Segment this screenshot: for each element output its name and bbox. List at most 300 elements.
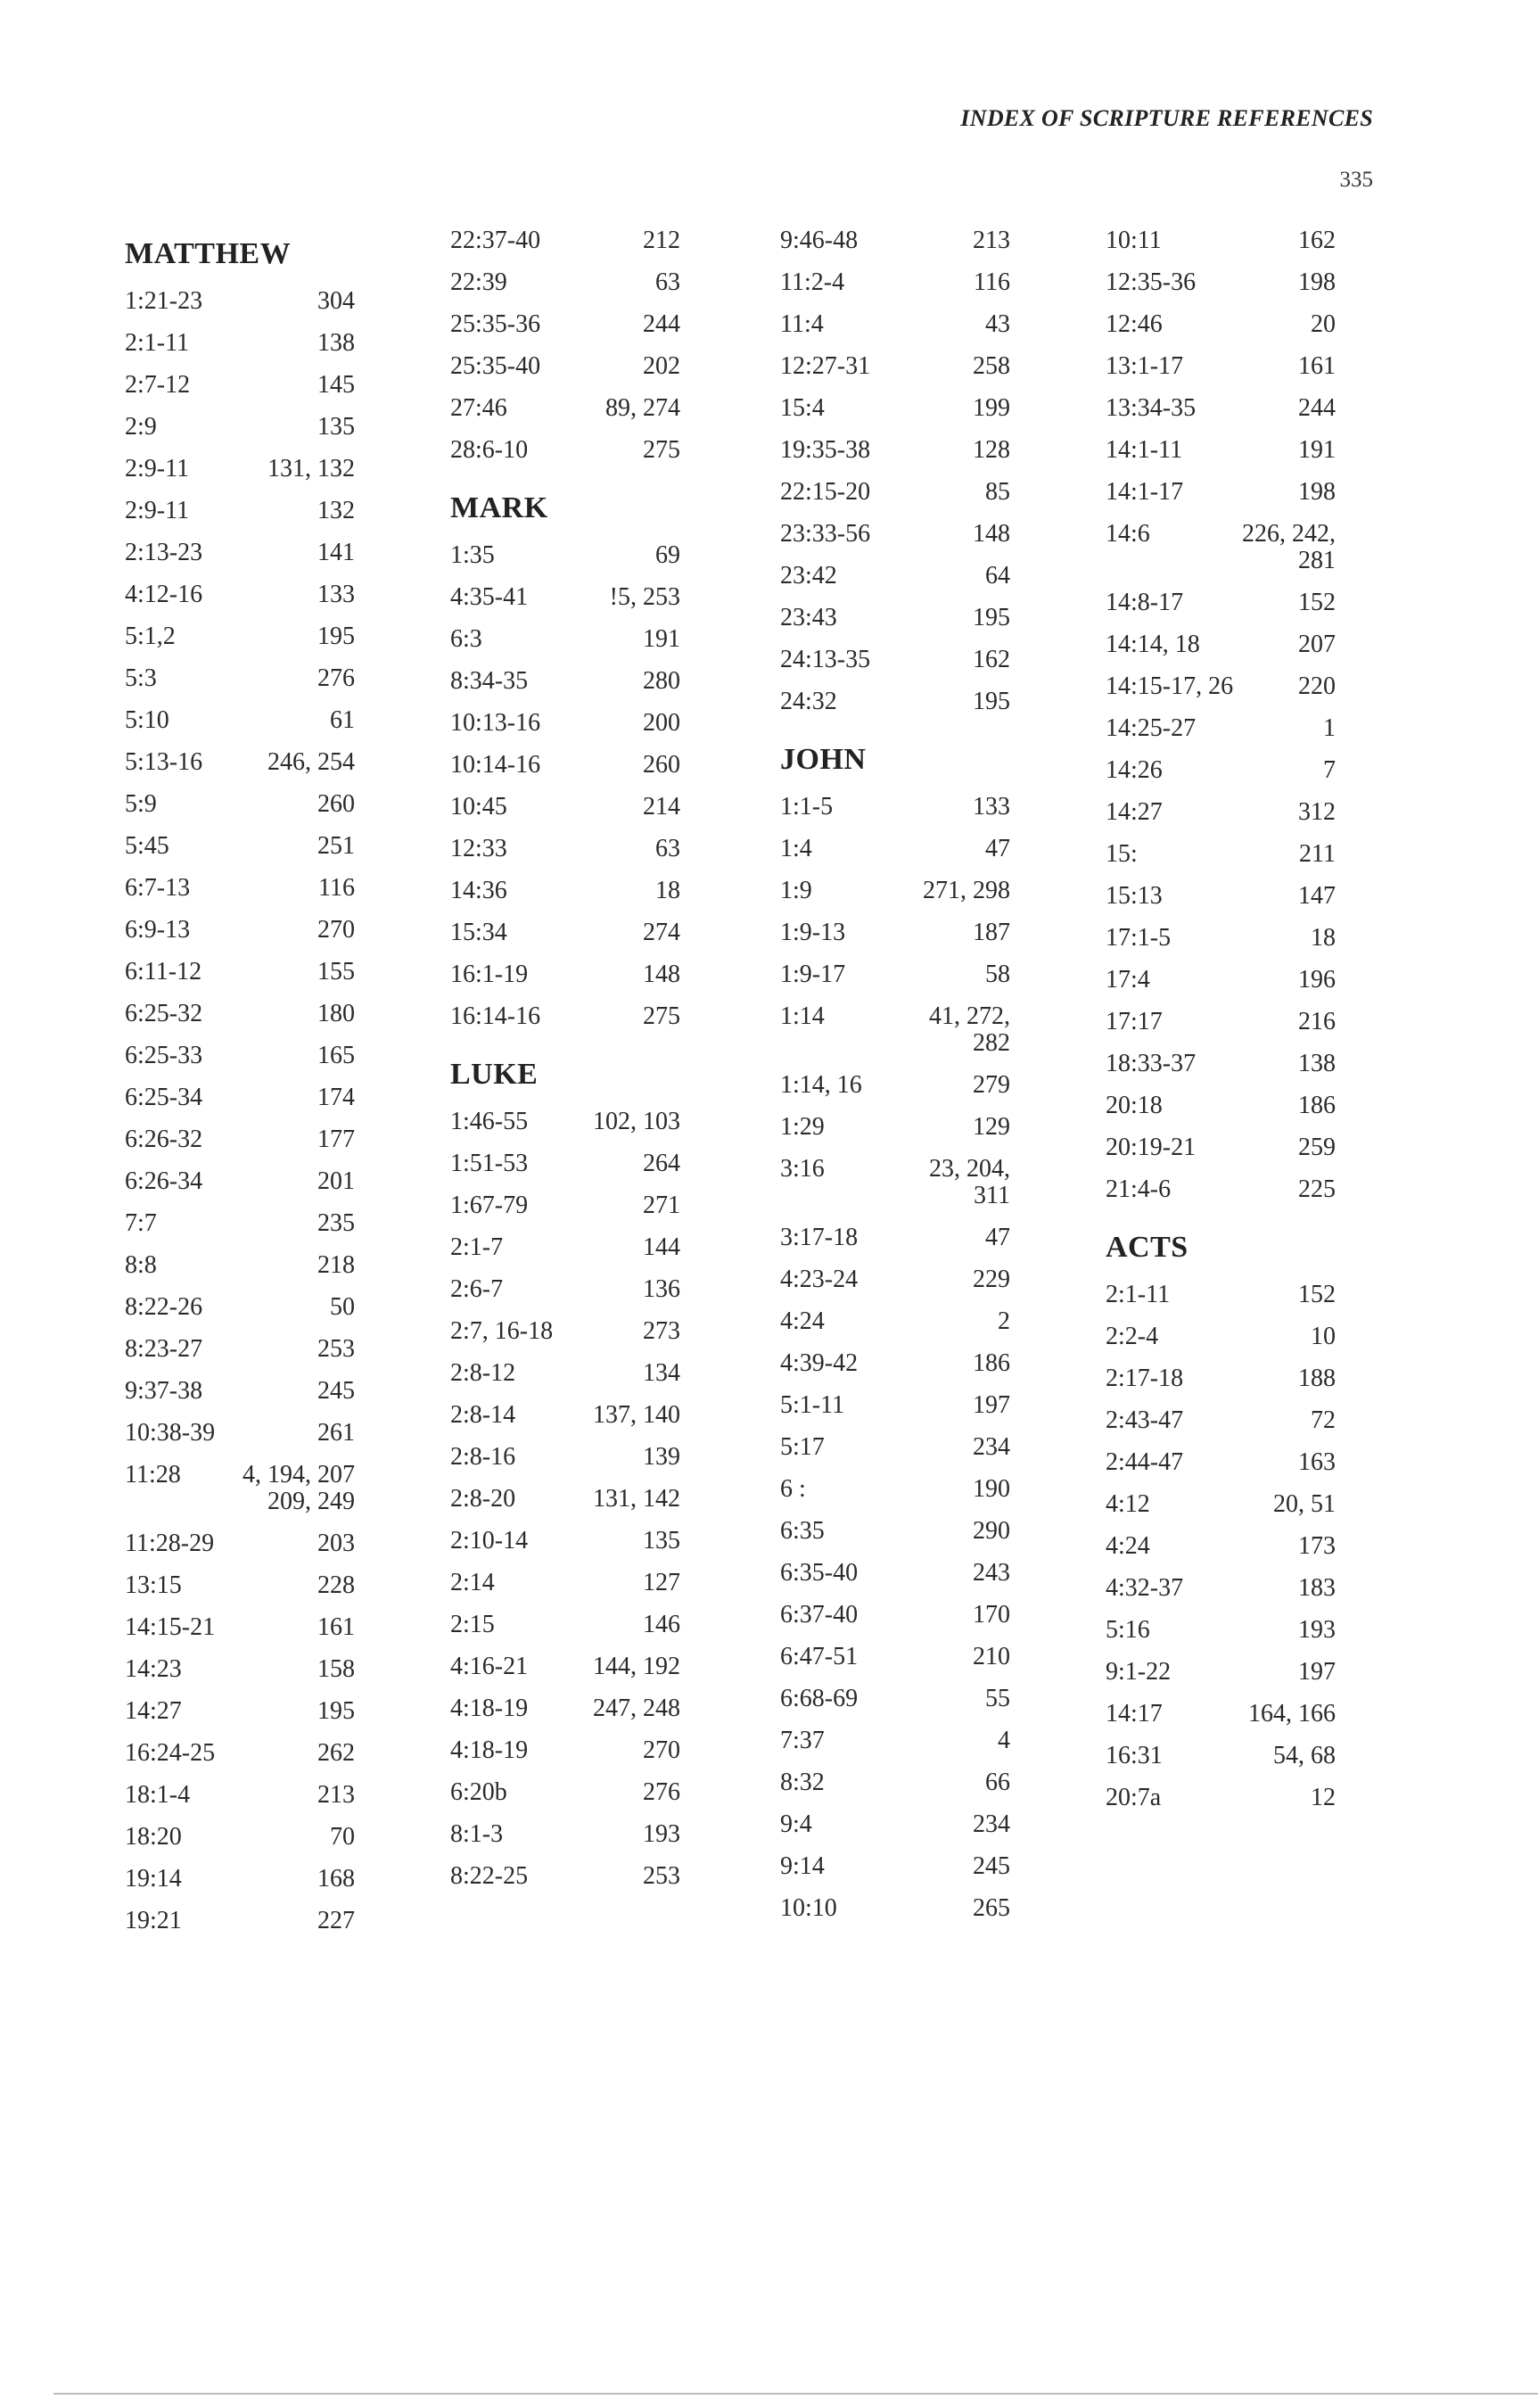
index-entry <box>450 1570 680 1596</box>
page-references: 177 <box>317 1126 355 1153</box>
index-entry <box>1106 1701 1336 1728</box>
index-entry <box>450 353 680 380</box>
index-entry <box>450 1737 680 1764</box>
page-references: 191 <box>1298 436 1336 464</box>
page-references: 136 <box>643 1275 680 1303</box>
book-heading: MARK <box>450 491 548 524</box>
page-references: 20, 51 <box>1273 1490 1336 1518</box>
index-entry <box>780 1156 1010 1209</box>
scripture-reference: 5:1,2 <box>125 623 176 650</box>
index-entry <box>450 1528 680 1554</box>
scripture-reference: 5:17 <box>780 1433 825 1461</box>
scripture-reference: 12:46 <box>1106 310 1163 338</box>
page-references: 210 <box>973 1643 1010 1670</box>
index-entry <box>1106 1785 1336 1811</box>
scripture-reference: 8:23-27 <box>125 1335 203 1363</box>
page-references: 195 <box>317 623 355 650</box>
page-references: 58 <box>985 961 1010 988</box>
scripture-reference: 2:9-11 <box>125 455 190 482</box>
index-entry <box>780 1003 1010 1057</box>
scripture-reference: 6:9-13 <box>125 916 191 944</box>
index-entry <box>125 1294 355 1321</box>
index-entry <box>780 1266 1010 1293</box>
page-references: 228 <box>317 1571 355 1599</box>
page-references: 203 <box>317 1530 355 1557</box>
index-entry <box>780 521 1010 548</box>
scripture-reference: 19:21 <box>125 1907 182 1934</box>
index-entry <box>450 1360 680 1387</box>
scripture-reference: 1:9 <box>780 877 812 904</box>
scripture-reference: 14:6 <box>1106 520 1150 548</box>
page-references: 164, 166 <box>1248 1700 1336 1728</box>
index-entry <box>1106 1365 1336 1392</box>
scripture-reference: 23:33-56 <box>780 520 871 548</box>
page-references: 162 <box>973 646 1010 673</box>
index-entry <box>1106 269 1336 296</box>
page-references: 54, 68 <box>1273 1742 1336 1769</box>
page-references: 20 <box>1311 310 1336 338</box>
page-references: 131, 132 <box>267 455 355 482</box>
index-entry <box>780 353 1010 380</box>
page-references: 50 <box>330 1293 355 1321</box>
scripture-reference: 24:32 <box>780 688 837 715</box>
index-entry <box>1106 673 1336 700</box>
scripture-reference: 2:17-18 <box>1106 1365 1184 1392</box>
page-references: 275 <box>643 1002 680 1030</box>
page-references: 144 <box>643 1233 680 1261</box>
page-references: 261 <box>317 1419 355 1447</box>
index-entry <box>1106 631 1336 658</box>
scripture-reference: 1:4 <box>780 835 812 862</box>
index-entry <box>450 1695 680 1722</box>
index-entry <box>125 1698 355 1725</box>
page-references: 198 <box>1298 478 1336 506</box>
page-references: 246, 254 <box>267 748 355 776</box>
page-references: 63 <box>655 268 680 296</box>
scripture-reference: 10:45 <box>450 793 507 821</box>
scripture-reference: 10:13-16 <box>450 709 541 737</box>
scripture-reference: 2:7, 16-18 <box>450 1317 554 1345</box>
page-references: 186 <box>1298 1092 1336 1119</box>
scripture-reference: 1:29 <box>780 1113 825 1141</box>
index-entry <box>780 563 1010 590</box>
index-entry <box>450 1150 680 1177</box>
scripture-reference: 22:15-20 <box>780 478 871 506</box>
page-number: 335 <box>1339 168 1373 192</box>
index-entry <box>780 1308 1010 1335</box>
scripture-reference: 14:36 <box>450 877 507 904</box>
index-entry <box>780 961 1010 988</box>
scripture-reference: 22:37-40 <box>450 227 541 254</box>
index-entry <box>450 794 680 821</box>
index-entry <box>1106 590 1336 616</box>
scripture-reference: 12:27-31 <box>780 352 871 380</box>
scripture-reference: 16:31 <box>1106 1742 1163 1769</box>
index-entry <box>780 919 1010 946</box>
page-references: 207 <box>1298 631 1336 658</box>
page-references: 199 <box>973 394 1010 422</box>
index-entry <box>450 668 680 695</box>
scripture-reference: 9:4 <box>780 1810 812 1838</box>
page-references: 216 <box>1298 1008 1336 1035</box>
scripture-reference: 2:8-14 <box>450 1401 516 1429</box>
scripture-reference: 14:1-11 <box>1106 436 1183 464</box>
scripture-reference: 1:46-55 <box>450 1108 529 1135</box>
page-references: 183 <box>1298 1574 1336 1602</box>
scripture-reference: 14:14, 18 <box>1106 631 1200 658</box>
page-references: 276 <box>643 1778 680 1806</box>
index-entry <box>1106 967 1336 994</box>
page-references: 144, 192 <box>593 1653 680 1680</box>
index-entry <box>780 1476 1010 1503</box>
index-entry <box>125 917 355 944</box>
scripture-reference: 20:18 <box>1106 1092 1163 1119</box>
index-section <box>780 227 1010 715</box>
index-entry <box>450 1821 680 1848</box>
scripture-reference: 23:42 <box>780 562 837 590</box>
scripture-reference: 2:9-11 <box>125 497 190 524</box>
scripture-reference: 14:25-27 <box>1106 714 1197 742</box>
index-entry <box>450 1486 680 1513</box>
index-entry <box>450 1318 680 1345</box>
index-entry <box>125 456 355 482</box>
index-entry <box>450 542 680 569</box>
scripture-reference: 1:67-79 <box>450 1192 529 1219</box>
index-section <box>125 236 355 1934</box>
scripture-reference: 6:25-32 <box>125 1000 203 1027</box>
index-entry <box>1106 1407 1336 1434</box>
scripture-reference: 10:38-39 <box>125 1419 216 1447</box>
index-entry <box>125 623 355 650</box>
scripture-reference: 15:4 <box>780 394 825 422</box>
page-references: 197 <box>1298 1658 1336 1686</box>
scripture-reference: 5:13-16 <box>125 748 203 776</box>
page-references: 47 <box>985 1224 1010 1251</box>
page-references: 193 <box>1298 1616 1336 1644</box>
scripture-reference: 14:23 <box>125 1655 182 1683</box>
index-entry <box>125 1824 355 1851</box>
index-entry <box>450 1653 680 1680</box>
index-entry <box>450 1612 680 1638</box>
page-references: 23, 204, 311 <box>929 1155 1010 1209</box>
scripture-reference: 9:46-48 <box>780 227 859 254</box>
index-entry <box>780 1728 1010 1754</box>
index-section <box>450 1057 680 1890</box>
scripture-reference: 4:24 <box>780 1307 825 1335</box>
page-references: !5, 253 <box>609 583 680 611</box>
index-entry <box>1106 1324 1336 1350</box>
page-references: 225 <box>1298 1175 1336 1203</box>
index-section <box>780 742 1010 1922</box>
scripture-reference: 6:20b <box>450 1778 507 1806</box>
scripture-reference: 4:18-19 <box>450 1736 529 1764</box>
index-entry <box>1106 521 1336 574</box>
page-references: 41, 272, 282 <box>929 1002 1010 1057</box>
scripture-reference: 2:7-12 <box>125 371 191 399</box>
page-references: 132 <box>317 497 355 524</box>
page-references: 163 <box>1298 1448 1336 1476</box>
index-entry <box>450 227 680 254</box>
page-references: 198 <box>1298 268 1336 296</box>
index-entry <box>450 1109 680 1135</box>
page-references: 147 <box>1298 882 1336 910</box>
index-entry <box>125 372 355 399</box>
page-references: 135 <box>317 413 355 441</box>
index-entry <box>450 437 680 464</box>
page-references: 187 <box>973 919 1010 946</box>
scripture-reference: 6:47-51 <box>780 1643 859 1670</box>
scripture-reference: 6:11-12 <box>125 958 202 985</box>
scripture-reference: 15:13 <box>1106 882 1163 910</box>
scripture-reference: 14:27 <box>125 1697 182 1725</box>
index-entry <box>125 749 355 776</box>
index-entry <box>1106 715 1336 742</box>
index-entry <box>1106 1743 1336 1769</box>
index-entry <box>1106 1575 1336 1602</box>
index-entry <box>780 269 1010 296</box>
scripture-reference: 2:8-20 <box>450 1485 516 1513</box>
scripture-reference: 6:35 <box>780 1517 825 1545</box>
index-entry <box>125 1126 355 1153</box>
index-entry <box>1106 1533 1336 1560</box>
index-entry <box>780 311 1010 338</box>
page-references: 173 <box>1298 1532 1336 1560</box>
index-entry <box>780 1602 1010 1629</box>
scripture-reference: 20:19-21 <box>1106 1134 1197 1161</box>
scripture-reference: 6 : <box>780 1475 806 1503</box>
page-references: 264 <box>643 1150 680 1177</box>
scripture-reference: 1:35 <box>450 541 495 569</box>
page-references: 270 <box>317 916 355 944</box>
scripture-reference: 4:23-24 <box>780 1266 859 1293</box>
page-references: 190 <box>973 1475 1010 1503</box>
page-references: 162 <box>1298 227 1336 254</box>
scripture-reference: 4:16-21 <box>450 1653 529 1680</box>
page-references: 168 <box>317 1865 355 1893</box>
index-entry <box>125 959 355 985</box>
page-references: 18 <box>1311 924 1336 952</box>
page-references: 218 <box>317 1251 355 1279</box>
index-entry <box>450 1003 680 1030</box>
scripture-reference: 9:14 <box>780 1852 825 1880</box>
page-references: 1 <box>1323 714 1336 742</box>
page-references: 10 <box>1311 1323 1336 1350</box>
index-entry <box>1106 227 1336 254</box>
page-references: 148 <box>643 961 680 988</box>
page-references: 260 <box>643 751 680 779</box>
index-entry <box>125 1656 355 1683</box>
scripture-reference: 3:17-18 <box>780 1224 859 1251</box>
index-entry <box>780 1644 1010 1670</box>
page-references: 64 <box>985 562 1010 590</box>
index-entry <box>450 1863 680 1890</box>
index-column-1 <box>125 227 355 1950</box>
page-references: 135 <box>643 1527 680 1554</box>
scripture-reference: 6:26-32 <box>125 1126 203 1153</box>
page-references: 2 <box>998 1307 1010 1335</box>
index-section <box>1106 1230 1336 1811</box>
page-references: 271 <box>643 1192 680 1219</box>
scripture-reference: 6:37-40 <box>780 1601 859 1629</box>
scripture-reference: 2:2-4 <box>1106 1323 1159 1350</box>
page-references: 234 <box>973 1433 1010 1461</box>
index-entry <box>450 269 680 296</box>
scripture-reference: 2:1-11 <box>1106 1281 1171 1308</box>
index-entry <box>450 752 680 779</box>
index-entry <box>125 833 355 860</box>
index-column-4 <box>1106 227 1336 1827</box>
index-entry <box>125 414 355 441</box>
scripture-reference: 27:46 <box>450 394 507 422</box>
page-references: 196 <box>1298 966 1336 994</box>
page-references: 141 <box>317 539 355 566</box>
index-entry <box>780 1686 1010 1712</box>
index-entry <box>125 1084 355 1111</box>
scripture-reference: 14:8-17 <box>1106 589 1184 616</box>
scripture-reference: 6:25-34 <box>125 1084 203 1111</box>
scripture-reference: 4:32-37 <box>1106 1574 1184 1602</box>
scripture-reference: 1:9-17 <box>780 961 846 988</box>
page-references: 312 <box>1298 798 1336 826</box>
index-entry <box>450 1234 680 1261</box>
page-references: 202 <box>643 352 680 380</box>
index-entry <box>1106 1051 1336 1077</box>
page-references: 145 <box>317 371 355 399</box>
scripture-reference: 7:7 <box>125 1209 157 1237</box>
index-entry <box>1106 311 1336 338</box>
scripture-reference: 14:26 <box>1106 756 1163 784</box>
index-entry <box>780 794 1010 821</box>
page-references: 213 <box>973 227 1010 254</box>
index-entry <box>1106 353 1336 380</box>
scripture-reference: 13:15 <box>125 1571 182 1599</box>
page-references: 138 <box>317 329 355 357</box>
scripture-reference: 19:35-38 <box>780 436 871 464</box>
page-references: 131, 142 <box>593 1485 680 1513</box>
index-entry <box>780 1350 1010 1377</box>
index-entry <box>1106 395 1336 422</box>
scripture-reference: 8:22-25 <box>450 1862 529 1890</box>
scripture-reference: 11:28-29 <box>125 1530 215 1557</box>
index-entry <box>1106 1659 1336 1686</box>
page-references: 220 <box>1298 672 1336 700</box>
scripture-reference: 22:39 <box>450 268 507 296</box>
index-entry <box>450 1192 680 1219</box>
index-entry <box>125 1614 355 1641</box>
book-heading: LUKE <box>450 1058 539 1091</box>
index-entry <box>780 1769 1010 1796</box>
page-references: 63 <box>655 835 680 862</box>
page-references: 43 <box>985 310 1010 338</box>
page-references: 279 <box>973 1071 1010 1099</box>
page-references: 7 <box>1323 756 1336 784</box>
index-entry <box>780 395 1010 422</box>
page-references: 127 <box>643 1569 680 1596</box>
index-entry <box>780 689 1010 715</box>
page-references: 276 <box>317 664 355 692</box>
page-references: 69 <box>655 541 680 569</box>
page-references: 165 <box>317 1042 355 1069</box>
scripture-reference: 9:1-22 <box>1106 1658 1172 1686</box>
index-entry <box>780 1518 1010 1545</box>
index-entry <box>780 1895 1010 1922</box>
index-entry <box>1106 1134 1336 1161</box>
scripture-reference: 14:27 <box>1106 798 1163 826</box>
index-entry <box>125 1001 355 1027</box>
index-entry <box>1106 757 1336 784</box>
scripture-reference: 18:20 <box>125 1823 182 1851</box>
page-references: 70 <box>330 1823 355 1851</box>
page-references: 128 <box>973 436 1010 464</box>
page-references: 152 <box>1298 589 1336 616</box>
scripture-reference: 1:14 <box>780 1002 825 1030</box>
running-head: INDEX OF SCRIPTURE REFERENCES <box>960 105 1373 131</box>
index-entry <box>450 626 680 653</box>
page-references: 226, 242, 281 <box>1242 520 1336 574</box>
index-entry <box>780 836 1010 862</box>
page-references: 66 <box>985 1769 1010 1796</box>
scripture-reference: 14:17 <box>1106 1700 1163 1728</box>
page-references: 259 <box>1298 1134 1336 1161</box>
scripture-reference: 2:9 <box>125 413 157 441</box>
index-entry <box>125 665 355 692</box>
index-entry <box>780 1560 1010 1587</box>
scripture-reference: 4:12-16 <box>125 581 203 608</box>
page-references: 265 <box>973 1894 1010 1922</box>
index-entry <box>1106 1093 1336 1119</box>
scripture-reference: 11:2-4 <box>780 268 845 296</box>
scripture-reference: 8:8 <box>125 1251 157 1279</box>
index-entry <box>780 227 1010 254</box>
scripture-reference: 1:21-23 <box>125 287 203 315</box>
page-references: 227 <box>317 1907 355 1934</box>
page-references: 253 <box>643 1862 680 1890</box>
scripture-reference: 17:17 <box>1106 1008 1163 1035</box>
index-section <box>1106 227 1336 1203</box>
page-references: 146 <box>643 1611 680 1638</box>
scripture-reference: 13:1-17 <box>1106 352 1184 380</box>
scripture-reference: 10:14-16 <box>450 751 541 779</box>
index-entry <box>125 1530 355 1557</box>
index-entry <box>125 1462 355 1515</box>
index-entry <box>125 1572 355 1599</box>
scripture-reference: 21:4-6 <box>1106 1175 1172 1203</box>
page-references: 155 <box>317 958 355 985</box>
page-references: 102, 103 <box>593 1108 680 1135</box>
index-entry <box>780 1114 1010 1141</box>
page-references: 235 <box>317 1209 355 1237</box>
scripture-reference: 5:10 <box>125 706 169 734</box>
index-entry <box>780 647 1010 673</box>
page-references: 253 <box>317 1335 355 1363</box>
scripture-reference: 4:12 <box>1106 1490 1150 1518</box>
index-entry <box>1106 883 1336 910</box>
page-references: 195 <box>317 1697 355 1725</box>
page-references: 116 <box>974 268 1010 296</box>
scripture-reference: 4:35-41 <box>450 583 529 611</box>
page-references: 55 <box>985 1685 1010 1712</box>
scripture-reference: 2:44-47 <box>1106 1448 1184 1476</box>
page-references: 12 <box>1311 1784 1336 1811</box>
index-entry <box>780 1853 1010 1880</box>
page-references: 197 <box>973 1391 1010 1419</box>
bottom-rule <box>53 2393 1538 2395</box>
index-entry <box>125 1378 355 1405</box>
page-references: 133 <box>317 581 355 608</box>
scripture-reference: 15:34 <box>450 919 507 946</box>
page-references: 274 <box>643 919 680 946</box>
page-references: 260 <box>317 790 355 818</box>
